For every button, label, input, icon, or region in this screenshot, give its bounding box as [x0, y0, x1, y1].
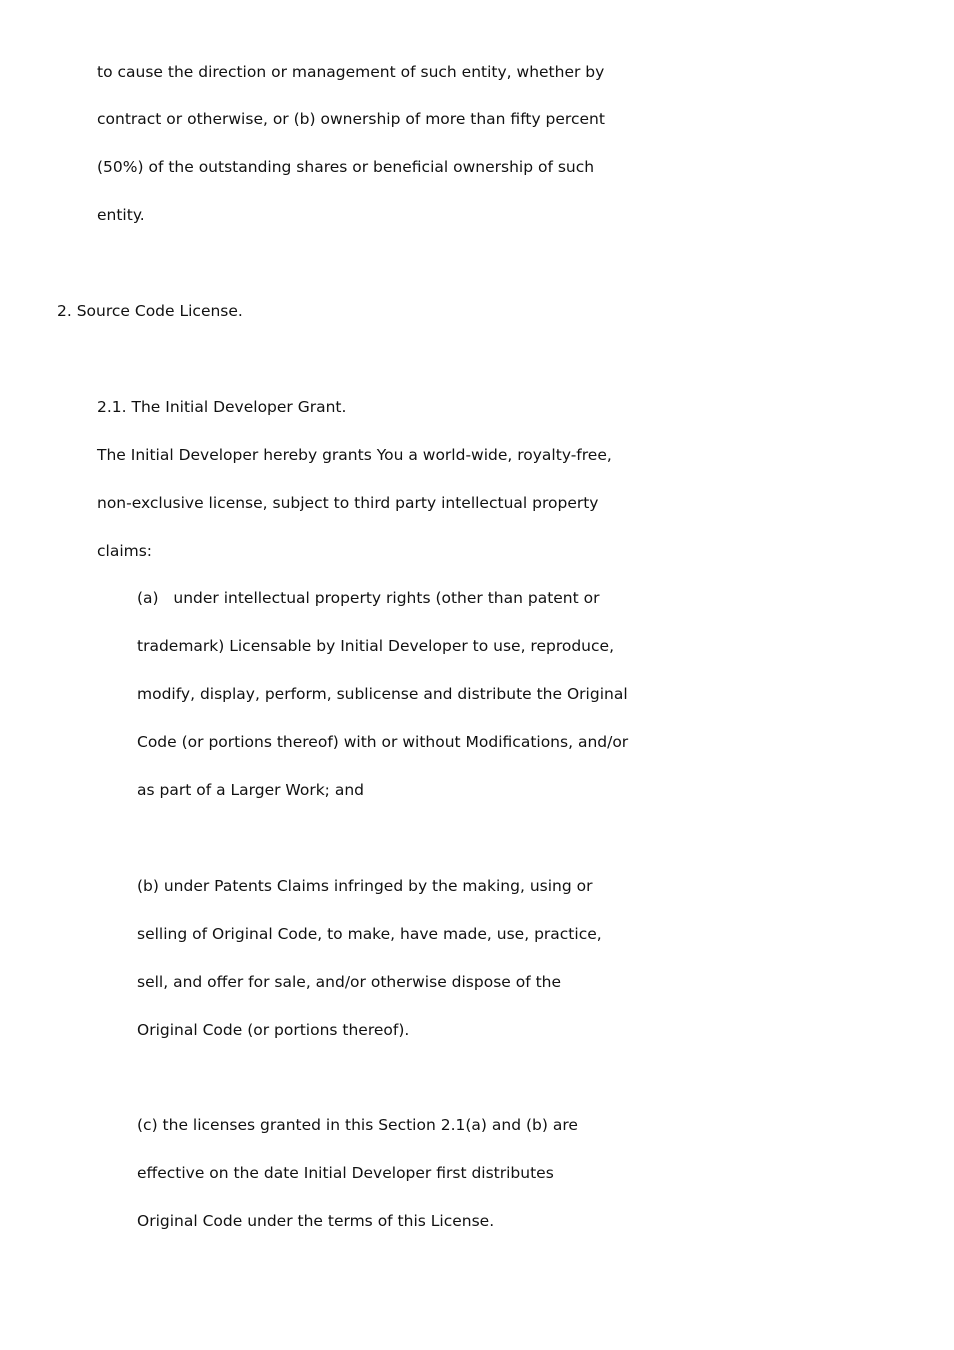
text-line: entity.: [97, 206, 145, 224]
text-line: The Initial Developer hereby grants You a world-wide, royalty-free,: [97, 446, 612, 464]
text-line: (50%) of the outstanding shares or beneficial ownership of such: [97, 158, 595, 176]
text-line: as part of a Larger Work; and: [137, 781, 364, 799]
text-line: Original Code under the terms of this License.: [137, 1212, 495, 1230]
text-line: effective on the date Initial Developer first distributes: [137, 1164, 554, 1182]
text-line: (a) under intellectual property rights (other than patent or: [137, 589, 600, 607]
section-heading: 2. Source Code License.: [57, 302, 243, 320]
text-line: trademark) Licensable by Initial Developer to use, reproduce,: [137, 637, 614, 655]
text-line: (b) under Patents Claims infringed by the making, using or: [137, 877, 593, 895]
text-line: non-exclusive license, subject to third party intellectual property: [97, 494, 599, 512]
text-line: selling of Original Code, to make, have made, use, practice,: [137, 925, 602, 943]
subsection-heading: 2.1. The Initial Developer Grant.: [97, 398, 347, 416]
text-line: to cause the direction or management of such entity, whether by: [97, 63, 605, 81]
text-line: (c) the licenses granted in this Section 2.1(a) and (b) are: [137, 1116, 578, 1134]
text-line: contract or otherwise, or (b) ownership of more than fifty percent: [97, 110, 605, 128]
text-line: claims:: [97, 542, 153, 560]
text-line: Code (or portions thereof) with or without Modifications, and/or: [137, 733, 629, 751]
text-line: Original Code (or portions thereof).: [137, 1021, 410, 1039]
text-line: modify, display, perform, sublicense and distribute the Original: [137, 685, 628, 703]
text-line: sell, and offer for sale, and/or otherwise dispose of the: [137, 973, 562, 991]
